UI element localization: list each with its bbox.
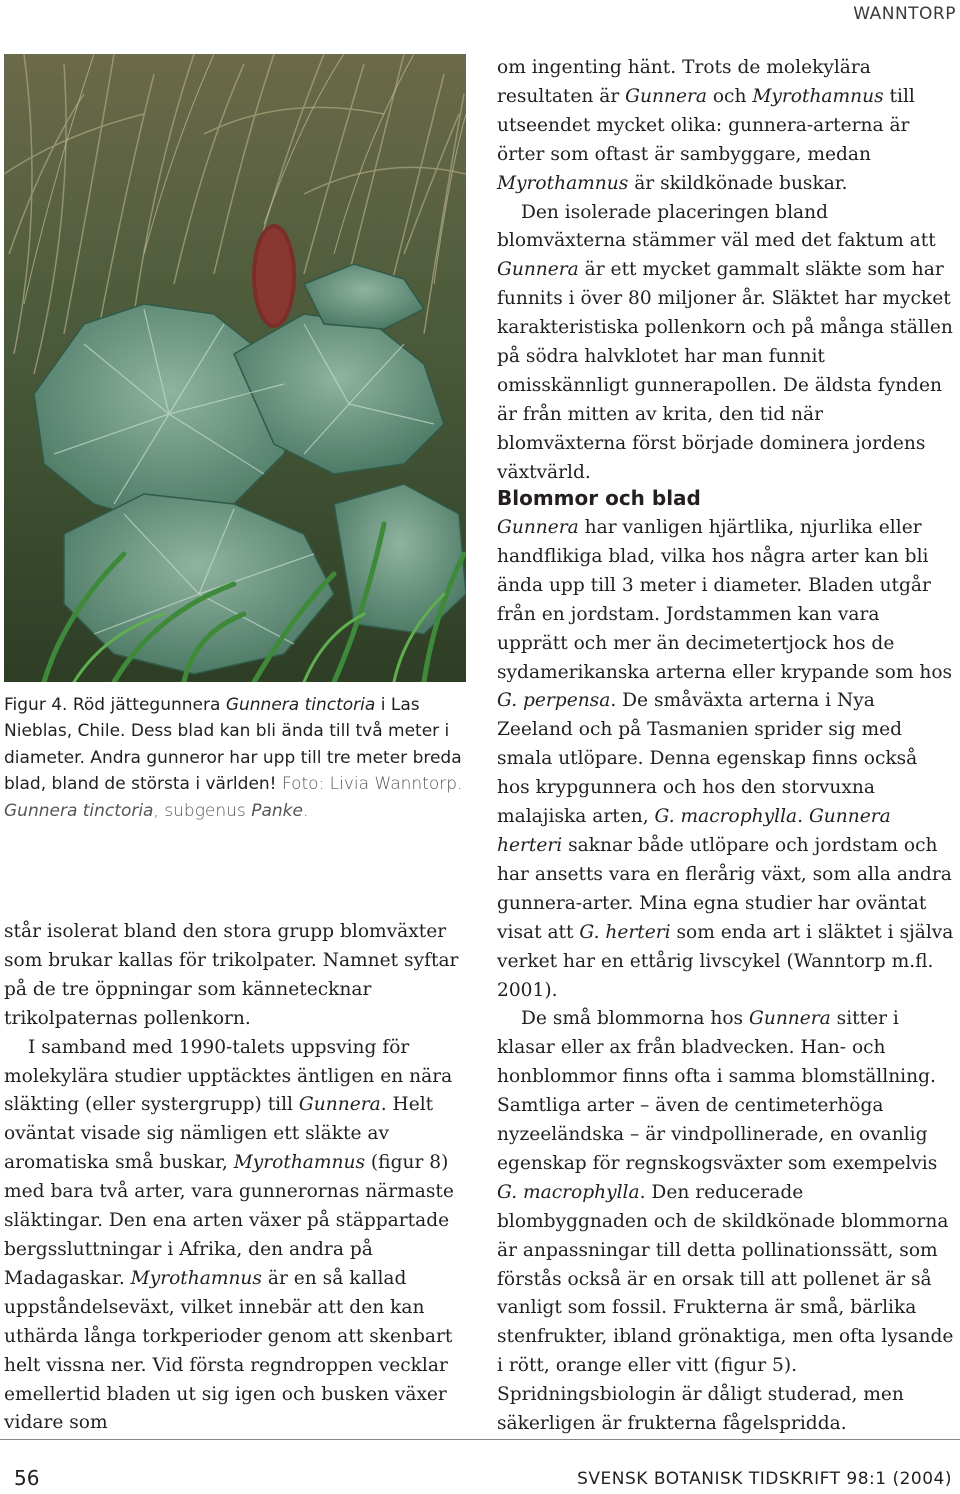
figure-photo [4, 54, 466, 682]
caption-subgenus: Panke [251, 800, 303, 821]
gunnera-illustration [4, 54, 466, 682]
caption-text: , subgenus [153, 800, 252, 821]
caption-label: Figur 4. [4, 695, 68, 715]
journal-title: SVENSK BOTANISK TIDSKRIFT 98:1 (2004) [577, 1469, 952, 1489]
running-head: WANNTORP [853, 4, 956, 24]
footer-rule [0, 1439, 960, 1440]
caption-species: Gunnera tinctoria [225, 695, 376, 715]
paragraph: om ingenting hänt. Trots de molekylära resultaten är Gunnera och Myrothamnus till utseendet mycket olika: gunnera-arterna är örter som oftast är sambyggare, medan Myrothamnus är skildkönade buskar. [497, 57, 915, 194]
paragraph: Den isolerade placeringen bland blomväxterna stämmer väl med det faktum att Gunnera är ett mycket gammalt släkte som har funnits i över 80 miljoner år. Släktet har mycket karakteristiska pollenkorn och på många ställen på södra halvklotet har man funnit omisskännligt gunnerapollen. De äldsta fynden är från mitten av krita, den tid när blomväxterna först började dominera jordens växtvärld. [497, 201, 953, 483]
right-column-bottom [497, 514, 955, 1439]
caption-text: Röd jättegunnera [67, 695, 226, 715]
page-number: 56 [14, 1466, 40, 1490]
caption-text: i Las Nieblas, Chile. Dess blad kan bli ända till två meter i diameter. Andra gunneror har upp till tre meter breda blad, bland de största i världen! [4, 695, 462, 795]
paragraph: står isolerat bland den stora grupp blomväxter som brukar kallas för trikolpater. Namnet syftar på de tre öppningar som kännetecknar trikolpaternas pollenkorn. [4, 921, 459, 1029]
paragraph: De små blommorna hos Gunnera sitter i klasar eller ax från bladvecken. Han- och honblommor finns ofta i samma blomställning. Samtliga arter – även de centimeterhöga nyzeeländska – är vindpollinerade, en ovanlig egenskap för regnskogsväxter som exempelvis G. macrophylla. Den reducerade blombyggnaden och de skildkönade blommorna är anpassningar till detta pollinationssätt, som förstås också är en orsak till att pollenet är så vanligt som fossil. Frukterna är små, bärlika stenfrukter, ibland grönaktiga, men ofta lysande i rött, orange eller vitt (figur 5). Spridningsbiologin är dåligt studerad, men säkerligen är frukterna fågelspridda. [497, 1008, 954, 1435]
section-heading: Blommor och blad [497, 486, 701, 510]
paragraph: Gunnera har vanligen hjärtlika, njurlika eller handflikiga blad, vilka hos några arter kan bli ända upp till 3 meter i diameter. Bladen utgår från en jordstam. Jordstammen kan vara upprätt och mer än decimetertjock hos de sydamerikanska arterna eller krypande som hos G. perpensa. De småväxta arterna i Nya Zeeland och på Tasmanien sprider sig med smala utlöpare. Denna egenskap finns också hos krypgunnera och hos den storvuxna malajiska arten, G. macrophylla. Gunnera herteri saknar både utlöpare och jordstam och har ansetts vara en flerårig växt, som alla andra gunnera-arter. Mina egna studier har oväntat visat att G. herteri som enda art i släktet i själva verket har en ettårig livscykel (Wanntorp m.fl. 2001). [497, 517, 954, 1001]
right-column-top [497, 54, 955, 488]
caption-credit: Foto: Livia Wanntorp. [281, 774, 463, 795]
figure-caption [4, 692, 470, 824]
caption-text: . [302, 800, 309, 821]
paragraph: I samband med 1990-talets uppsving för molekylära studier upptäcktes äntligen en nära släkting (eller systergrupp) till Gunnera. Helt oväntat visade sig nämligen ett släkte av aromatiska små buskar, Myrothamnus (figur 8) med bara två arter, vara gunnerornas närmaste släktingar. Den ena arten växer på stäppartade bergssluttningar i Afrika, den andra på Madagaskar. Myrothamnus är en så kallad uppståndelseväxt, vilket innebär att den kan uthärda långa torkperioder genom att skenbart helt vissna ner. Vid första regndroppen vecklar emellertid bladen ut sig igen och busken växer vidare som [4, 1036, 454, 1434]
caption-species: Gunnera tinctoria [4, 800, 154, 821]
left-column [4, 918, 468, 1438]
